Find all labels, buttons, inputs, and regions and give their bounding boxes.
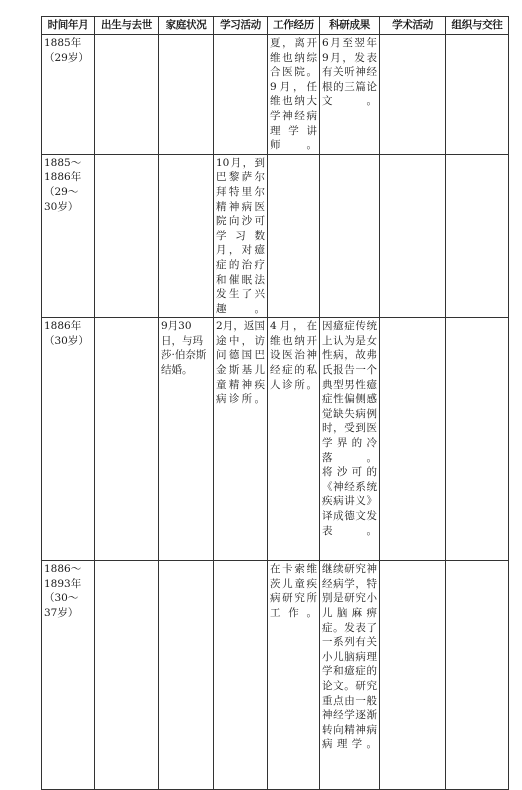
header-time: 时间年月 xyxy=(42,17,95,35)
cell-academic xyxy=(380,561,446,790)
header-work: 工作经历 xyxy=(268,17,320,35)
cell-birth-death xyxy=(95,154,159,318)
cell-birth-death xyxy=(95,35,159,155)
cell-time: 1885年 （29岁） xyxy=(42,35,95,155)
cell-organization xyxy=(446,35,509,155)
table-row xyxy=(42,154,509,318)
cell-time: 1886～ 1893年 （30～ 37岁） xyxy=(42,561,95,790)
cell-study xyxy=(214,561,268,790)
header-research: 科研成果 xyxy=(320,17,380,35)
cell-study: 2月，返国途中，访问德国巴金斯基儿童精神疾病诊所。 xyxy=(214,318,268,561)
cell-study xyxy=(214,35,268,155)
header-organization: 组织与交往 xyxy=(446,17,509,35)
table-row xyxy=(42,318,509,561)
cell-work: 4月，在维也纳开设医治神经症的私人诊所。 xyxy=(268,318,320,561)
cell-research xyxy=(320,154,380,318)
cell-work: 夏，离开维也纳综合医院。9月，任维也纳大学神经病理学讲师。 xyxy=(268,35,320,155)
cell-study: 10月，到巴黎萨尔拜特里尔精神病医院向沙可学习数月，对癔症的治疗和催眠法发生了兴趣。 xyxy=(214,154,268,318)
cell-organization xyxy=(446,318,509,561)
cell-academic xyxy=(380,318,446,561)
cell-academic xyxy=(380,35,446,155)
cell-family xyxy=(159,35,214,155)
header-birth-death: 出生与去世 xyxy=(95,17,159,35)
cell-research: 因癔症传统上认为是女性病，故弗氏报告一个典型男性癔症性偏侧感觉缺失病例时，受到医学界的冷落。 将沙可的《神经系统疾病讲义》译成德文发表。 xyxy=(320,318,380,561)
header-family: 家庭状况 xyxy=(159,17,214,35)
cell-birth-death xyxy=(95,318,159,561)
header-row xyxy=(42,17,509,35)
table-row xyxy=(42,35,509,155)
cell-family xyxy=(159,154,214,318)
cell-time: 1885～ 1886年 （29～ 30岁） xyxy=(42,154,95,318)
cell-time: 1886年 （30岁） xyxy=(42,318,95,561)
cell-birth-death xyxy=(95,561,159,790)
cell-work xyxy=(268,154,320,318)
cell-family: 9月30日，与玛莎·伯奈斯结婚。 xyxy=(159,318,214,561)
cell-research: 继续研究神经病学，特别是研究小儿脑麻痹症。发表了一系列有关小儿脑病理学和癔症的论文。研究重点由一般神经学逐渐转向精神病病理学。 xyxy=(320,561,380,790)
header-study: 学习活动 xyxy=(214,17,268,35)
cell-organization xyxy=(446,154,509,318)
cell-work: 在卡索维茨儿童疾病研究所工作。 xyxy=(268,561,320,790)
cell-organization xyxy=(446,561,509,790)
header-academic: 学术活动 xyxy=(380,17,446,35)
chronology-table xyxy=(41,16,509,790)
cell-academic xyxy=(380,154,446,318)
table-row xyxy=(42,561,509,790)
cell-research: 6月至翌年9月，发表有关听神经根的三篇论文。 xyxy=(320,35,380,155)
cell-family xyxy=(159,561,214,790)
